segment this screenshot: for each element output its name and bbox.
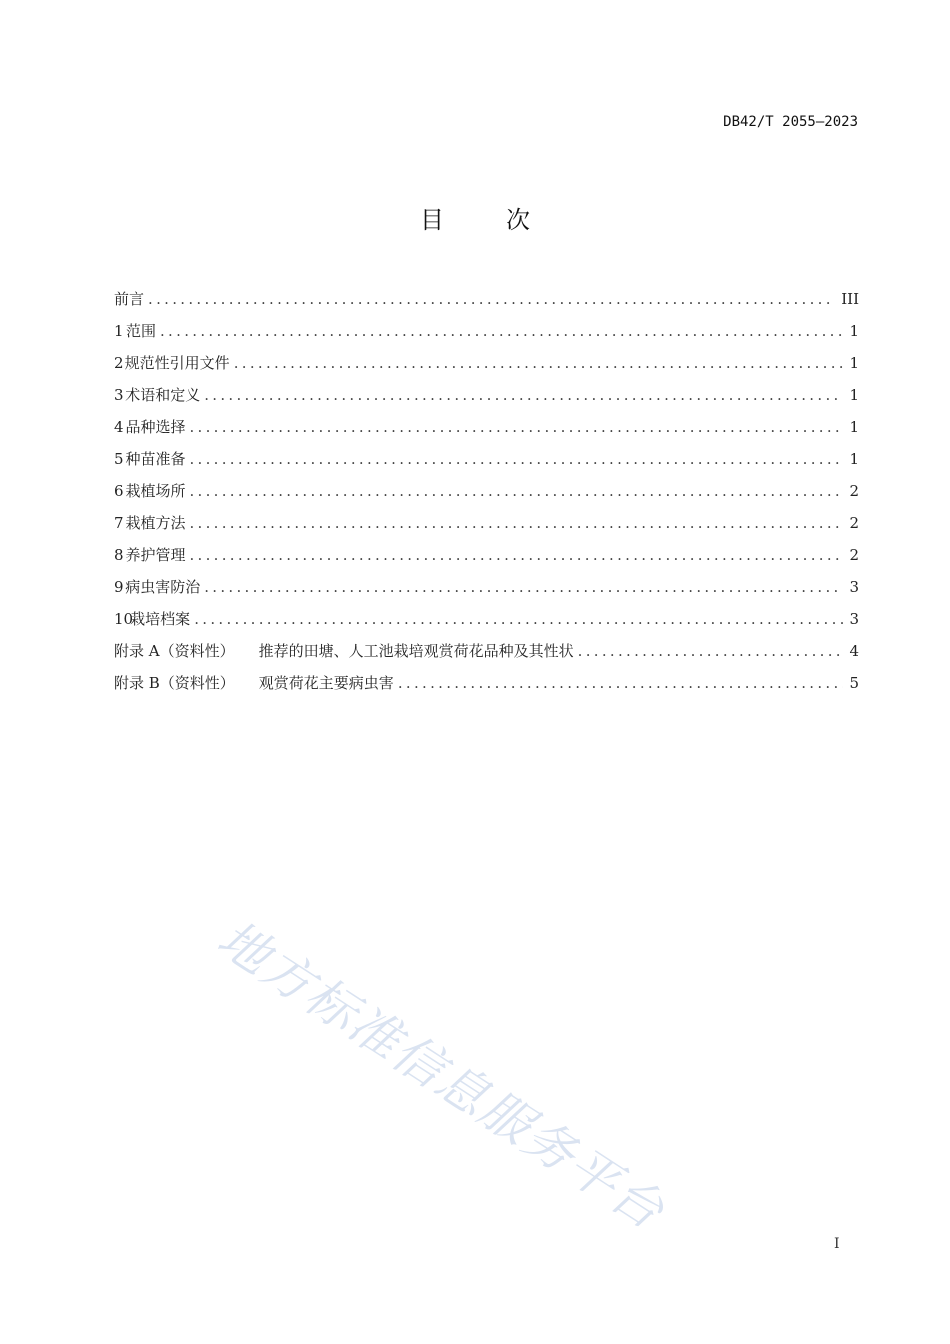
toc-entry-number: 2 [114,354,124,372]
toc-title-char-2: 次 [506,206,530,234]
toc-entry-page: 4 [849,642,859,660]
toc-entry-page: 5 [849,674,859,692]
toc-entry-number: 4 [114,418,124,436]
toc-appendix-tag: 附录 B（资料性） [114,674,235,692]
document-code: DB42/T 2055—2023 [723,114,858,130]
toc-entry-appendix-b[interactable] [114,672,859,704]
toc-leader-dots [189,544,843,566]
toc-leader-dots [189,480,843,502]
toc-entry-number: 5 [114,450,124,468]
toc-entry-3[interactable] [114,384,859,416]
toc-leader-dots [194,608,843,630]
toc-entry-number: 7 [114,514,124,532]
toc-leader-dots [189,512,843,534]
toc-entry-label: 栽培档案 [130,610,191,628]
watermark: 地方标准信息服务平台 [207,909,676,1242]
toc-leader-dots [234,352,843,374]
toc-entry-number: 1 [114,322,124,340]
toc-leader-dots [398,672,843,694]
toc-entry-number: 10 [114,610,134,628]
toc-entry-preface[interactable] [114,288,859,320]
toc-entry-number: 6 [114,482,124,500]
toc-leader-dots [204,384,843,406]
toc-entry-label: 栽植场所 [125,482,186,500]
toc-entry-label: 病虫害防治 [125,578,201,596]
toc-leader-dots [160,320,843,342]
toc-entry-8[interactable] [114,544,859,576]
toc-entry-label: 前言 [114,290,145,308]
toc-entry-label: 推荐的田塘、人工池栽培观赏荷花品种及其性状 [258,642,574,660]
toc-appendix-tag: 附录 A（资料性） [114,642,235,660]
toc-entry-page: 2 [849,514,859,532]
table-of-contents [114,288,859,704]
toc-entry-page: 1 [849,450,859,468]
toc-entry-7[interactable] [114,512,859,544]
toc-entry-label: 范围 [125,322,156,340]
toc-entry-page: III [841,290,859,308]
toc-entry-2[interactable] [114,352,859,384]
toc-entry-appendix-a[interactable] [114,640,859,672]
toc-entry-5[interactable] [114,448,859,480]
toc-entry-6[interactable] [114,480,859,512]
toc-entry-page: 1 [849,386,859,404]
toc-entry-4[interactable] [114,416,859,448]
toc-entry-label: 术语和定义 [125,386,201,404]
toc-leader-dots [578,640,843,662]
toc-entry-page: 2 [849,546,859,564]
toc-entry-page: 3 [849,610,859,628]
toc-entry-9[interactable] [114,576,859,608]
page-number: I [834,1236,840,1252]
toc-entry-page: 1 [849,354,859,372]
toc-entry-label: 养护管理 [125,546,186,564]
toc-entry-10[interactable] [114,608,859,640]
toc-entry-page: 1 [849,322,859,340]
toc-entry-page: 3 [849,578,859,596]
toc-entry-page: 1 [849,418,859,436]
toc-entry-number: 9 [114,578,124,596]
toc-entry-label: 规范性引用文件 [124,354,230,372]
toc-entry-number: 8 [114,546,124,564]
toc-leader-dots [148,288,835,310]
toc-leader-dots [189,416,843,438]
toc-entry-number: 3 [114,386,124,404]
toc-title [0,200,950,235]
toc-entry-label: 种苗准备 [125,450,186,468]
toc-entry-label: 品种选择 [125,418,186,436]
toc-entry-1[interactable] [114,320,859,352]
toc-entry-label: 观赏荷花主要病虫害 [258,674,394,692]
toc-entry-page: 2 [849,482,859,500]
toc-title-char-1: 目 [420,206,444,234]
toc-leader-dots [204,576,843,598]
toc-entry-label: 栽植方法 [125,514,186,532]
toc-leader-dots [189,448,843,470]
